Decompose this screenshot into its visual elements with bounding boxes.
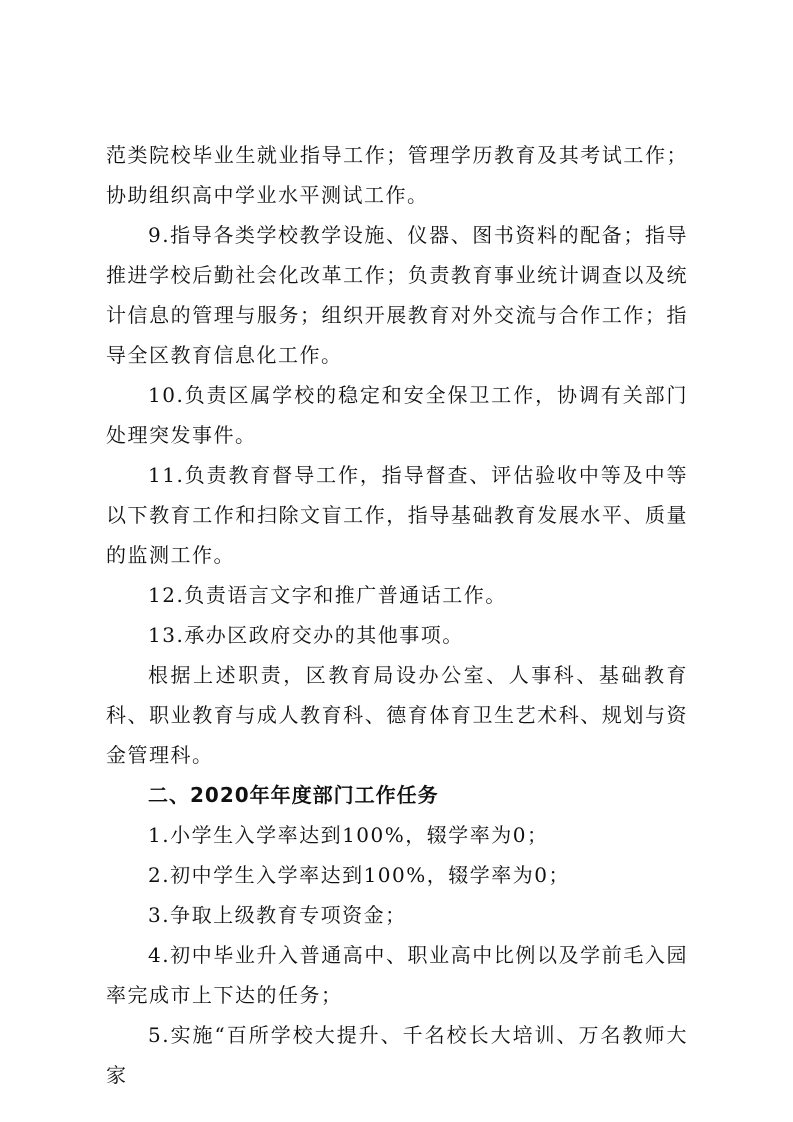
paragraph-continuation: 范类院校毕业生就业指导工作；管理学历教育及其考试工作；协助组织高中学业水平测试工作。 <box>106 143 688 207</box>
task-item-4: 4.初中毕业升入普通高中、职业高中比例以及学前毛入园率完成市上下达的任务； <box>106 943 688 1007</box>
paragraph-item-12: 12.负责语言文字和推广普通话工作。 <box>148 583 507 607</box>
task-item-3: 3.争取上级教育专项资金； <box>148 903 407 927</box>
task-item-5: 5.实施“百所学校大提升、千名校长大培训、万名教师大家 <box>106 1023 688 1087</box>
task-item-2: 2.初中学生入学率达到100%，辍学率为0； <box>148 863 570 887</box>
section-heading: 二、2020年年度部门工作任务 <box>148 783 439 807</box>
paragraph-item-11: 11.负责教育督导工作，指导督查、评估验收中等及中等以下教育工作和扫除文盲工作，指导基础教育发展水平、质量的监测工作。 <box>106 463 688 567</box>
paragraph-item-9: 9.指导各类学校教学设施、仪器、图书资料的配备；指导推进学校后勤社会化改革工作；负责教育事业统计调查以及统计信息的管理与服务；组织开展教育对外交流与合作工作；指导全区教育信息化工作。 <box>106 223 688 367</box>
paragraph-departments: 根据上述职责，区教育局设办公室、人事科、基础教育科、职业教育与成人教育科、德育体育卫生艺术科、规划与资金管理科。 <box>106 663 688 767</box>
document-body <box>106 135 688 1095</box>
paragraph-item-13: 13.承办区政府交办的其他事项。 <box>148 623 464 647</box>
task-item-1: 1.小学生入学率达到100%，辍学率为0； <box>148 823 549 847</box>
paragraph-item-10: 10.负责区属学校的稳定和安全保卫工作，协调有关部门处理突发事件。 <box>106 383 688 447</box>
